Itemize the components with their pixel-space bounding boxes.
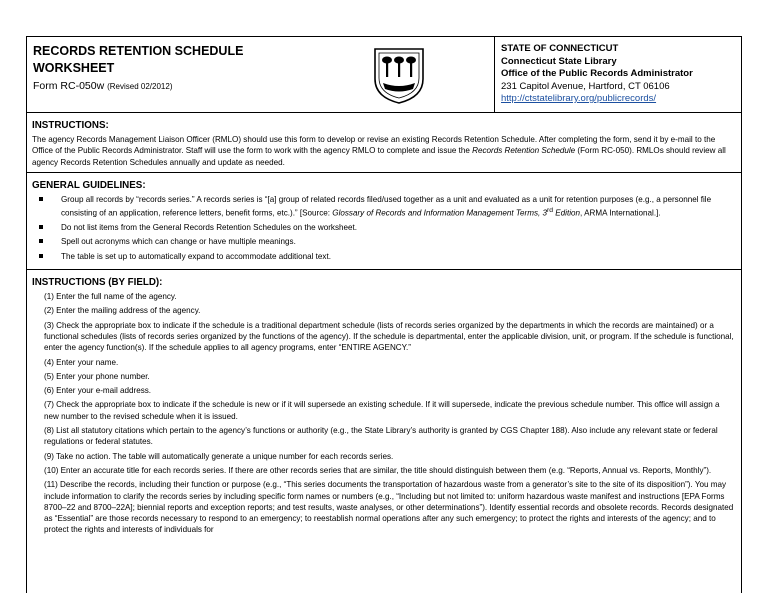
form-id: Form RC-050w [33,80,105,92]
office-url-link[interactable]: http://ctstatelibrary.org/publicrecords/ [501,93,657,104]
agency-info [501,43,741,106]
instructions-heading: INSTRUCTIONS: [32,120,109,131]
guidelines-heading: GENERAL GUIDELINES: [32,179,146,191]
guideline-1-end: , ARMA International.]. [580,208,661,218]
guideline-1-edition: Edition [555,208,581,218]
form-content [27,113,741,543]
field-instruction: (9) Take no action. The table will automatically generate a unique number for each records series. [44,451,394,461]
form-title-line1: RECORDS RETENTION SCHEDULE [33,44,244,58]
header-divider [494,37,495,112]
state-seal-icon [371,45,427,105]
field-instruction: (8) List all statutory citations which pertain to the agency’s functions or authority (e.g., the State Library’s authority is granted by CGS Chapter 188). Also include any relevant state or federal regulations or federal statutes. [44,426,718,447]
guideline-1-source: Glossary of Records and Information Management Terms, 3 [332,208,548,218]
field-instruction: (3) Check the appropriate box to indicate if the schedule is a traditional department schedule (lists of records series organized by the departments in which the records are maintained) or a functional schedules (lists of records series organized by the functions of the agency). If the schedule is departmental, enter the applicable division, unit, or program. If the schedule is functional, enter the agency function(s). If the schedule applies to all agency programs, enter “ENTIRE AGENCY.” [44,320,734,353]
guideline-item: Do not list items from the General Records Retention Schedules on the worksheet. [32,222,736,233]
field-instruction: (10) Enter an accurate title for each records series. If there are other records series that are similar, the title should distinguish between them (e.g. “Reports, Annual vs. Reports, Monthly”). [44,465,712,475]
form-title-line2: WORKSHEET [33,61,115,75]
field-instructions-list [44,291,736,536]
field-instruction: (7) Check the appropriate box to indicate if the schedule is new or if it will supersede an existing schedule. If it will supersede, indicate the previous schedule number. This office will assign a new number to the revised schedule when it is issued. [44,400,720,421]
guidelines-list [32,194,736,262]
office-name: Office of the Public Records Administrator [501,68,693,79]
instructions-text-em: Records Retention Schedule [472,146,576,156]
guideline-1-text: Group all records by “records series.” A records series is “[a] group of related records filed/used together as a unit and evaluated as a unit for retention purposes (e.g., a personnel file consisting of an application, reference letters, benefit forms, etc.).” [Source: [61,194,712,218]
instructions-text-a: The agency Records Management Liaison Officer (RMLO) should use this form to develop or revise an existing Records Retention Schedule. After completing the form, send it by e-mail to the Office of the Public Records Administrator. Staff will use the form to work with the agency RMLO to complete and issue the [32,135,716,156]
field-instruction: (6) Enter your e-mail address. [44,386,152,396]
office-address: 231 Capitol Avenue, Hartford, CT 06106 [501,80,670,92]
form-header [27,37,741,113]
worksheet-page [26,36,742,593]
field-instruction: (5) Enter your phone number. [44,371,150,381]
field-instruction: (2) Enter the mailing address of the agency. [44,306,201,316]
by-field-section [27,270,741,543]
field-instruction: (1) Enter the full name of the agency. [44,292,177,302]
form-number [33,80,383,92]
guideline-1-sup: rd [547,207,554,215]
guideline-item [32,194,736,219]
instructions-section [27,113,741,173]
instructions-text-b: (Form RC-050). RMLOs should review all agency Records Retention Schedules annually and update as needed. [32,146,726,167]
field-instruction: (4) Enter your name. [44,357,119,367]
revision-date: (Revised 02/2012) [107,82,173,91]
guideline-item: The table is set up to automatically expand to accommodate additional text. [32,251,736,262]
state-name: STATE OF CONNECTICUT [501,43,619,54]
by-field-heading: INSTRUCTIONS (BY FIELD): [32,277,163,289]
field-instruction: (11) Describe the records, including their function or purpose (e.g., “This series documents the transportation of hazardous waste from a generator’s site to the site of its disposition”). You may include information to clarify the records series by including specific form names or numbers (e.g., “Including but not limited to: uniform hazardous waste manifest and instructions [EPA Forms 8700–22 and 8700–22A]; biennial reports and exception reports; and test results, waste analyses, or other determinations”). Identify essential records and obsolete records. Records designated as “Essential” are those records necessary to respond to an emergency; to reestablish normal operations after any such emergency; to protect the rights and interests of the agency; and to protect the rights and interests of individuals for [44,480,734,535]
form-title-block [33,43,383,92]
guidelines-section [27,173,741,270]
guideline-item: Spell out acronyms which can change or have multiple meanings. [32,236,736,247]
library-name: Connecticut State Library [501,55,617,67]
instructions-text [32,134,736,168]
